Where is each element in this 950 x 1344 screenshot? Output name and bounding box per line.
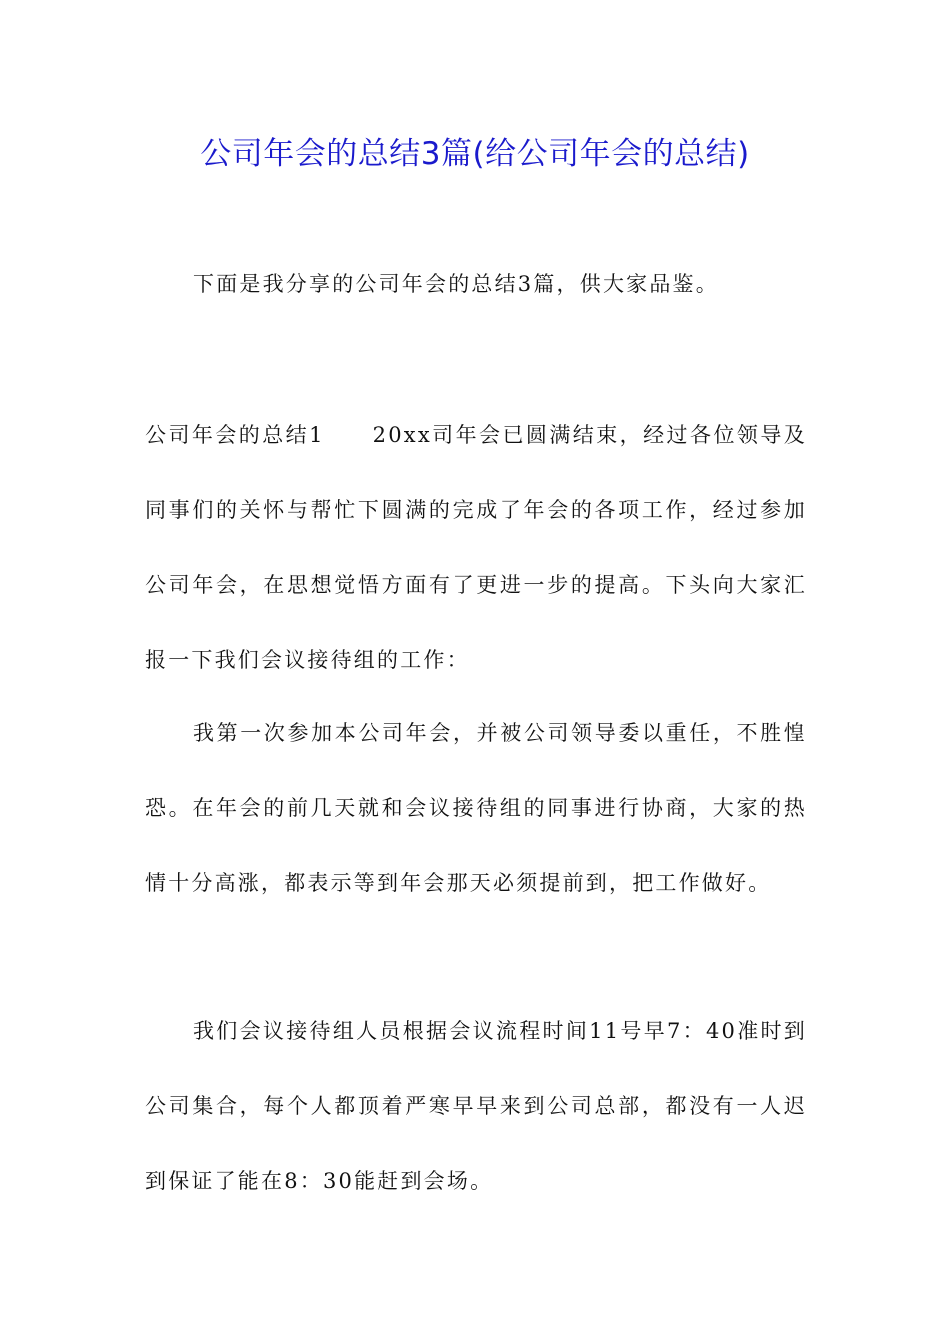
paragraph3: 我们会议接待组人员根据会议流程时间11号早7：40准时到公司集合，每个人都顶着严寒早早来到公司总部，都没有一人迟到保证了能在8：30能赶到会场。 — [145, 1019, 807, 1193]
paragraph1-text: 20xx司年会已圆满结束，经过各位领导及同事们的关怀与帮忙下圆满的完成了年会的各项工作，经过参加公司年会，在思想觉悟方面有了更进一步的提高。下头向大家汇报一下我们会议接待组的工作： — [145, 423, 807, 672]
paragraph2: 我第一次参加本公司年会，并被公司领导委以重任，不胜惶恐。在年会的前几天就和会议接待组的同事进行协商，大家的热情十分高涨，都表示等到年会那天必须提前到，把工作做好。 — [145, 721, 807, 895]
section1-paragraph — [145, 398, 807, 698]
section1-heading: 公司年会的总结1 — [145, 423, 325, 447]
intro-paragraph: 下面是我分享的公司年会的总结3篇，供大家品鉴。 — [193, 272, 719, 296]
document-title: 公司年会的总结3篇(给公司年会的总结) — [200, 136, 750, 172]
